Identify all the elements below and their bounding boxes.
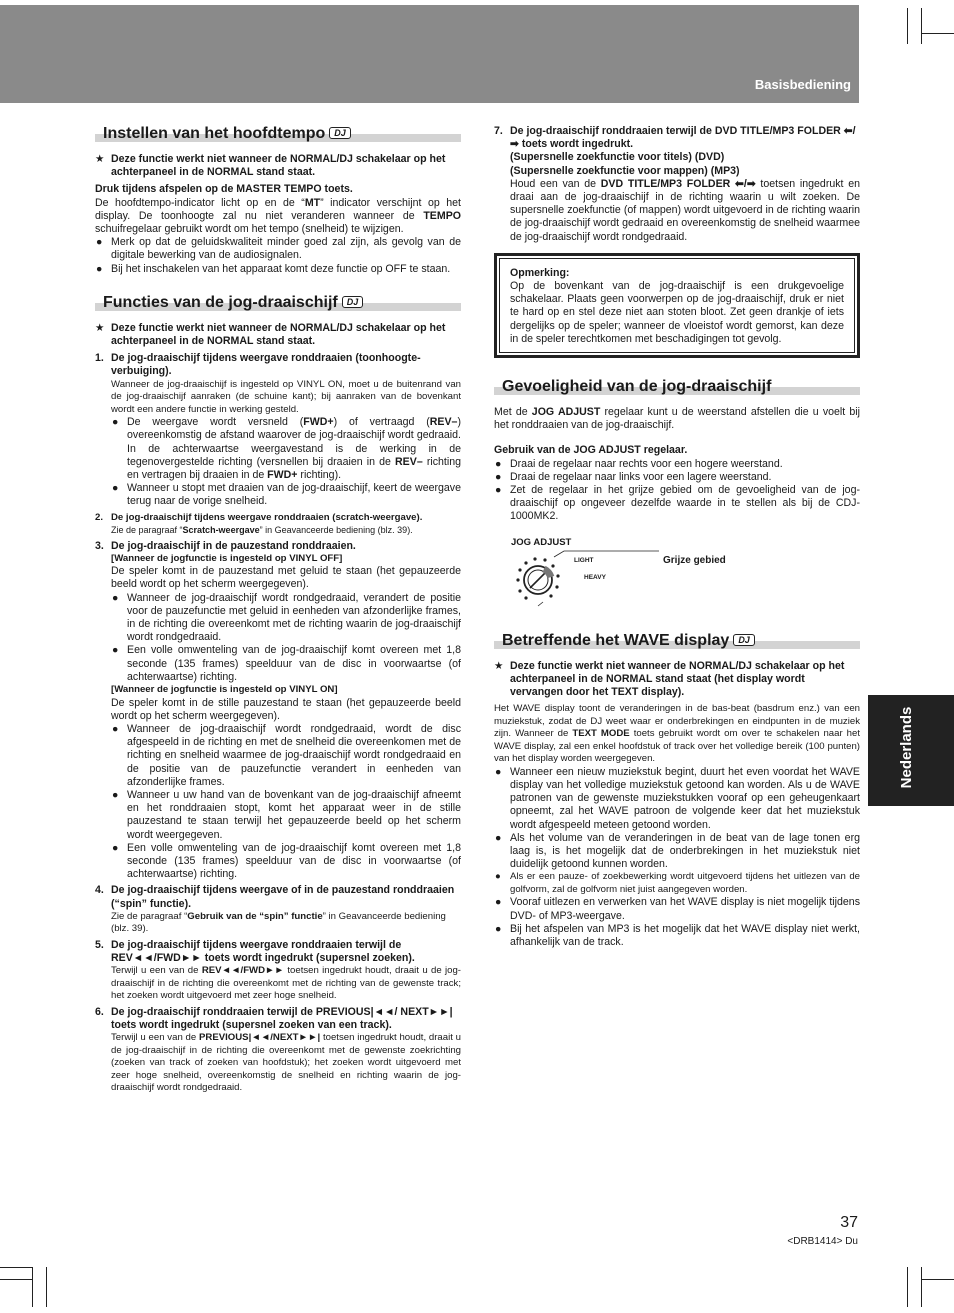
- crop-mark: [0, 1267, 32, 1268]
- bullet-icon: ●: [495, 896, 502, 909]
- numbered-step: 2. De jog-draaischijf tijdens weergave ronddraaien (scratch-weergave).: [95, 511, 423, 523]
- bullet-item: ● Een volle omwenteling van de jog-draaischijf komt overeen met 1,8 seconde (135 frames) speelduur van de disc in voorwaartse (of achterwaartse) richting.: [112, 841, 461, 881]
- page-number: 37: [840, 1214, 858, 1231]
- bullet-item: ● Bij het afspelen van MP3 is het mogelijk dat het WAVE display niet werkt, afhankelijk van de track.: [495, 922, 860, 949]
- step-text: Terwijl u een van de PREVIOUS|◄◄/NEXT►►| toetsen ingedrukt houdt, draait u de jog-draaischijf in de richting die overeenkomt met de gewenste zoekrichting (zoeken van track of zoeken van hoofdstuk); het zoeken wordt uitgevoerd met zeer hoge snelheid, overeenkomstig de snelheid en richting waarin de jog-draaischijf wordt rondgedraaid.: [111, 1032, 461, 1094]
- step-text: Zie de paragraaf “Gebruik van de “spin” functie” in Geavanceerde bediening (blz. 39).: [111, 910, 446, 935]
- note-text: Op de bovenkant van de jog-draaischijf is een drukgevoelige schakelaar. Plaats geen voorwerpen op de jog-draaischijf, druk er niet te hard op en stel deze niet aan stoten bloot. Zet geen drankje of iets dergelijks op de speler; wanneer de vloeistof wordt gemorst, kan deze in de speler terechtkomen met beschadigingen tot gevolg.: [510, 280, 844, 345]
- sub-heading: [Wanneer de jogfunctie is ingesteld op VINYL OFF]: [111, 552, 343, 564]
- numbered-step: 1. De jog-draaischijf tijdens weergave ronddraaien (toonhoogte-verbuiging).: [95, 352, 421, 378]
- bullet-item: ● Wanneer u stopt met draaien van de jog-draaischijf, keert de weergave terug naar de vorige snelheid.: [112, 482, 461, 508]
- bullet-item: ● Een volle omwenteling van de jog-draaischijf komt overeen met 1,8 seconde (135 frames) speelduur van de disc in voorwaartse (of achterwaartse) richting.: [112, 644, 461, 683]
- right-column: [494, 125, 860, 949]
- bullet-item: ● De weergave wordt versneld (FWD+) of vertraagd (REV–) overeenkomstig de afstand waarover de jog-draaischijf wordt gedraaid. In de achterwaartse weergavestand is de werking in de tegenovergestelde richting (versnellen bij draaien in de REV– richting en vertragen bij draaien in de FWD+ richting).: [112, 416, 461, 481]
- bullet-icon: ●: [495, 765, 502, 778]
- heading-master-tempo: Instellen van het hoofdtempo DJ: [95, 125, 461, 143]
- star-icon: ★: [95, 153, 105, 165]
- note-box: [494, 253, 860, 358]
- bullet-icon: ●: [112, 591, 119, 604]
- star-icon: ★: [95, 321, 105, 334]
- bullet-icon: ●: [495, 871, 501, 883]
- bullet-icon: ●: [96, 236, 103, 249]
- star-note: ★ Deze functie werkt niet wanneer de NORMAL/DJ schakelaar op het achterpaneel in de NORMAL stand staat (het display wordt vervangen door het TEXT display).: [494, 659, 845, 699]
- bullet-icon: ●: [112, 416, 119, 429]
- section-label: Basisbediening: [754, 77, 851, 92]
- crop-mark: [921, 1267, 922, 1307]
- bullet-icon: ●: [495, 457, 502, 470]
- bullet-item: ● Wanneer een nieuw muziekstuk begint, duurt het even voordat het WAVE display van het volledige muziekstuk getoond kan worden. Als u de WAVE patronen van de gewenste muziekstukken vooraf op een geheugenkaart opneemt, zal het WAVE patroon de volgende keer dat het muziekstuk wordt afgespeeld meteen getoond worden.: [495, 765, 860, 831]
- paragraph: Het WAVE display toont de veranderingen in de bas-beat (basdrum enz.) van een muziekstuk, zodat de DJ weet waar er onderbrekingen en eindpunten in de muziek zijn. Wanneer de TEXT MODE toets gebruikt wordt om over te schakelen naar het WAVE display, zal een enkel hoofdstuk of track over het volledige bereik (100 punten) van het display worden weergegeven.: [494, 703, 861, 765]
- left-column: [95, 125, 461, 1095]
- bullet-item: ● Als er een pauze- of zoekbewerking wordt uitgevoerd tijdens het uitlezen van de golfvorm, zal de golfvorm niet juist aangegeven worden.: [495, 871, 860, 895]
- page-header-band: [0, 5, 859, 103]
- star-note: ★ Deze functie werkt niet wanneer de NORMAL/DJ schakelaar op het achterpaneel in de NORMAL stand staat.: [95, 321, 446, 348]
- jog-adjust-diagram: [494, 536, 860, 614]
- star-note: ★ Deze functie werkt niet wanneer de NORMAL/DJ schakelaar op het achterpaneel in de NORMAL stand staat.: [95, 153, 446, 179]
- numbered-step: 3. De jog-draaischijf in de pauzestand ronddraaien.: [95, 539, 356, 552]
- paragraph: De hoofdtempo-indicator licht op en de “MT” indicator verschijnt op het display. De toonhoogte zal nu niet veranderen wanneer de TEMPO schuifregelaar gebruikt wordt om het tempo (snelheid) te wijzigen.: [95, 196, 461, 236]
- heavy-label: HEAVY: [584, 573, 606, 581]
- sub-heading: [Wanneer de jogfunctie is ingesteld op VINYL ON]: [111, 684, 338, 696]
- bullet-item: ● Zet de regelaar in het grijze gebied om de gevoeligheid van de jog-draaischijf op ongeveer dezelfde waarde in te stellen als bij de CDJ-1000MK2.: [495, 484, 860, 523]
- crop-mark: [46, 1267, 47, 1307]
- bullet-icon: ●: [112, 841, 119, 854]
- crop-mark: [32, 1267, 33, 1307]
- step-text: Terwijl u een van de REV◄◄/FWD►► toetsen ingedrukt houdt, draait u de jog-draaischijf in de richting die overeenkomt met de richting van de gewenste track; het zoeken wordt uitgevoerd met zeer hoge snelheid.: [111, 965, 461, 1002]
- bullet-item: ● Wanneer u uw hand van de bovenkant van de jog-draaischijf afneemt en het ronddraaien stopt, komt het apparaat weer in de stille pauzestand te staan terwijl het gepauzeerde beeld op het scherm wordt weergegeven.: [112, 789, 461, 841]
- crop-mark: [921, 1279, 954, 1280]
- numbered-step: 7. De jog-draaischijf ronddraaien terwijl de DVD TITLE/MP3 FOLDER ⬅/➡ toets wordt ingedrukt. (Supersnelle zoekfunctie voor titels) (DVD) (Supersnelle zoekfunctie voor mappen) (MP3): [494, 125, 856, 177]
- heading-wave-display: Betreffende het WAVE display DJ: [494, 632, 860, 650]
- bullet-icon: ●: [495, 484, 502, 497]
- bullet-item: ● Draai de regelaar naar rechts voor een hogere weerstand.: [495, 457, 783, 470]
- step-text: Zie de paragraaf “Scratch-weergave” in Geavanceerde bediening (blz. 39).: [111, 525, 413, 536]
- bullet-icon: ●: [112, 644, 119, 657]
- bullet-icon: ●: [495, 831, 502, 844]
- numbered-step: 5. De jog-draaischijf tijdens weergave ronddraaien terwijl de REV◄◄/FWD►► toets wordt ingedrukt (supersnel zoeken).: [95, 938, 415, 965]
- document-code: <DRB1414> Du: [787, 1236, 858, 1247]
- bullet-item: ● Merk op dat de geluidskwaliteit minder goed zal zijn, als gevolg van de digitale bewerking van de audiosignalen.: [96, 236, 461, 262]
- light-label: LIGHT: [574, 556, 594, 564]
- bullet-item: ● Wanneer de jog-draaischijf wordt rondgedraaid, wordt de disc afgespeeld in de richting en met de snelheid die overeenkomen met de richting en snelheid waarmee de jog-draaischijf wordt rondgedraaid en de positie van de pauzefunctie verandert in eenheden van afzonderlijke frames.: [112, 723, 461, 788]
- dial-label: JOG ADJUST: [511, 536, 572, 548]
- step-text: De speler komt in de pauzestand met geluid te staan (het gepauzeerde beeld wordt op het scherm weergegeven).: [111, 565, 461, 591]
- numbered-step: 6. De jog-draaischijf ronddraaien terwijl de PREVIOUS|◄◄/ NEXT►►| toets wordt ingedrukt (supersnel zoeken van een track).: [95, 1005, 453, 1031]
- bullet-icon: ●: [96, 262, 103, 275]
- bullet-item: ● Vooraf uitlezen en verwerken van het WAVE display is niet mogelijk tijdens DVD- of MP3-weergave.: [495, 896, 860, 922]
- bullet-icon: ●: [495, 470, 502, 483]
- step-text: Wanneer de jog-draaischijf is ingesteld op VINYL ON, moet u de buitenrand van de jog-draaischijf aanraken (de schuine kant); bij aanraken van de bovenkant wordt een andere functie in werking gesteld.: [111, 378, 461, 415]
- dj-badge-icon: DJ: [342, 296, 364, 308]
- heading-jog-sensitivity: Gevoeligheid van de jog-draaischijf: [494, 378, 860, 396]
- bullet-item: ● Draai de regelaar naar links voor een lagere weerstand.: [495, 470, 772, 483]
- crop-mark: [907, 1267, 908, 1307]
- language-tab: [868, 695, 954, 806]
- crop-mark: [907, 8, 908, 44]
- note-title: Opmerking:: [510, 266, 570, 279]
- bullet-icon: ●: [112, 723, 119, 735]
- dj-badge-icon: DJ: [329, 127, 351, 139]
- jog-adjust-knob-icon: [494, 536, 860, 614]
- numbered-step: 4. De jog-draaischijf tijdens weergave of in de pauzestand ronddraaien (“spin” functie).: [95, 884, 455, 910]
- bullet-icon: ●: [112, 482, 119, 495]
- crop-mark: [921, 33, 954, 34]
- crop-mark: [921, 8, 922, 44]
- bullet-item: ● Als het volume van de veranderingen in de beat van de lage tonen erg laag is, is het mogelijk dat de onderbrekingen in het muziekstuk niet duidelijk getoond kunnen worden.: [495, 831, 860, 871]
- paragraph: Met de JOG ADJUST regelaar kunt u de weerstand afstellen die u voelt bij het ronddraaien van de jog-draaischijf.: [494, 406, 860, 432]
- language-tab-label: Nederlands: [898, 706, 915, 789]
- instruction-lead: Gebruik van de JOG ADJUST regelaar.: [494, 444, 688, 457]
- star-icon: ★: [494, 659, 504, 672]
- step-text: Houd een van de DVD TITLE/MP3 FOLDER ⬅/➡ toetsen ingedrukt en draai aan de jog-draaischijf in de richting waarin u wilt zoeken. De supersnelle zoekfunctie (of mappen) wordt uitgevoerd in de richting waarin de jog-draaischijf wordt gedraaid en overeenkomstig de snelheid waarmee de jog-draaischijf wordt rondgedraaid.: [510, 177, 860, 243]
- instruction-lead: Druk tijdens afspelen op de MASTER TEMPO toets.: [95, 183, 353, 196]
- heading-jog-functions: Functies van de jog-draaischijf DJ: [95, 294, 461, 312]
- gray-zone-label: Grijze gebied: [663, 554, 726, 566]
- bullet-item: ● Bij het inschakelen van het apparaat komt deze functie op OFF te staan.: [96, 262, 451, 275]
- bullet-icon: ●: [112, 789, 119, 802]
- crop-mark: [0, 1279, 32, 1280]
- step-text: De speler komt in de stille pauzestand te staan (het gepauzeerde beeld wordt op het scherm weergegeven).: [111, 696, 461, 722]
- dj-badge-icon: DJ: [733, 634, 755, 646]
- bullet-icon: ●: [495, 922, 502, 935]
- bullet-item: ● Wanneer de jog-draaischijf wordt rondgedraaid, verandert de positie voor de pauzefunctie met geluid in eenheden van afzonderlijke frames, in de richting die overeenkomt met de richting waarin de jog-draaischijf wordt rondgedraaid.: [112, 591, 461, 644]
